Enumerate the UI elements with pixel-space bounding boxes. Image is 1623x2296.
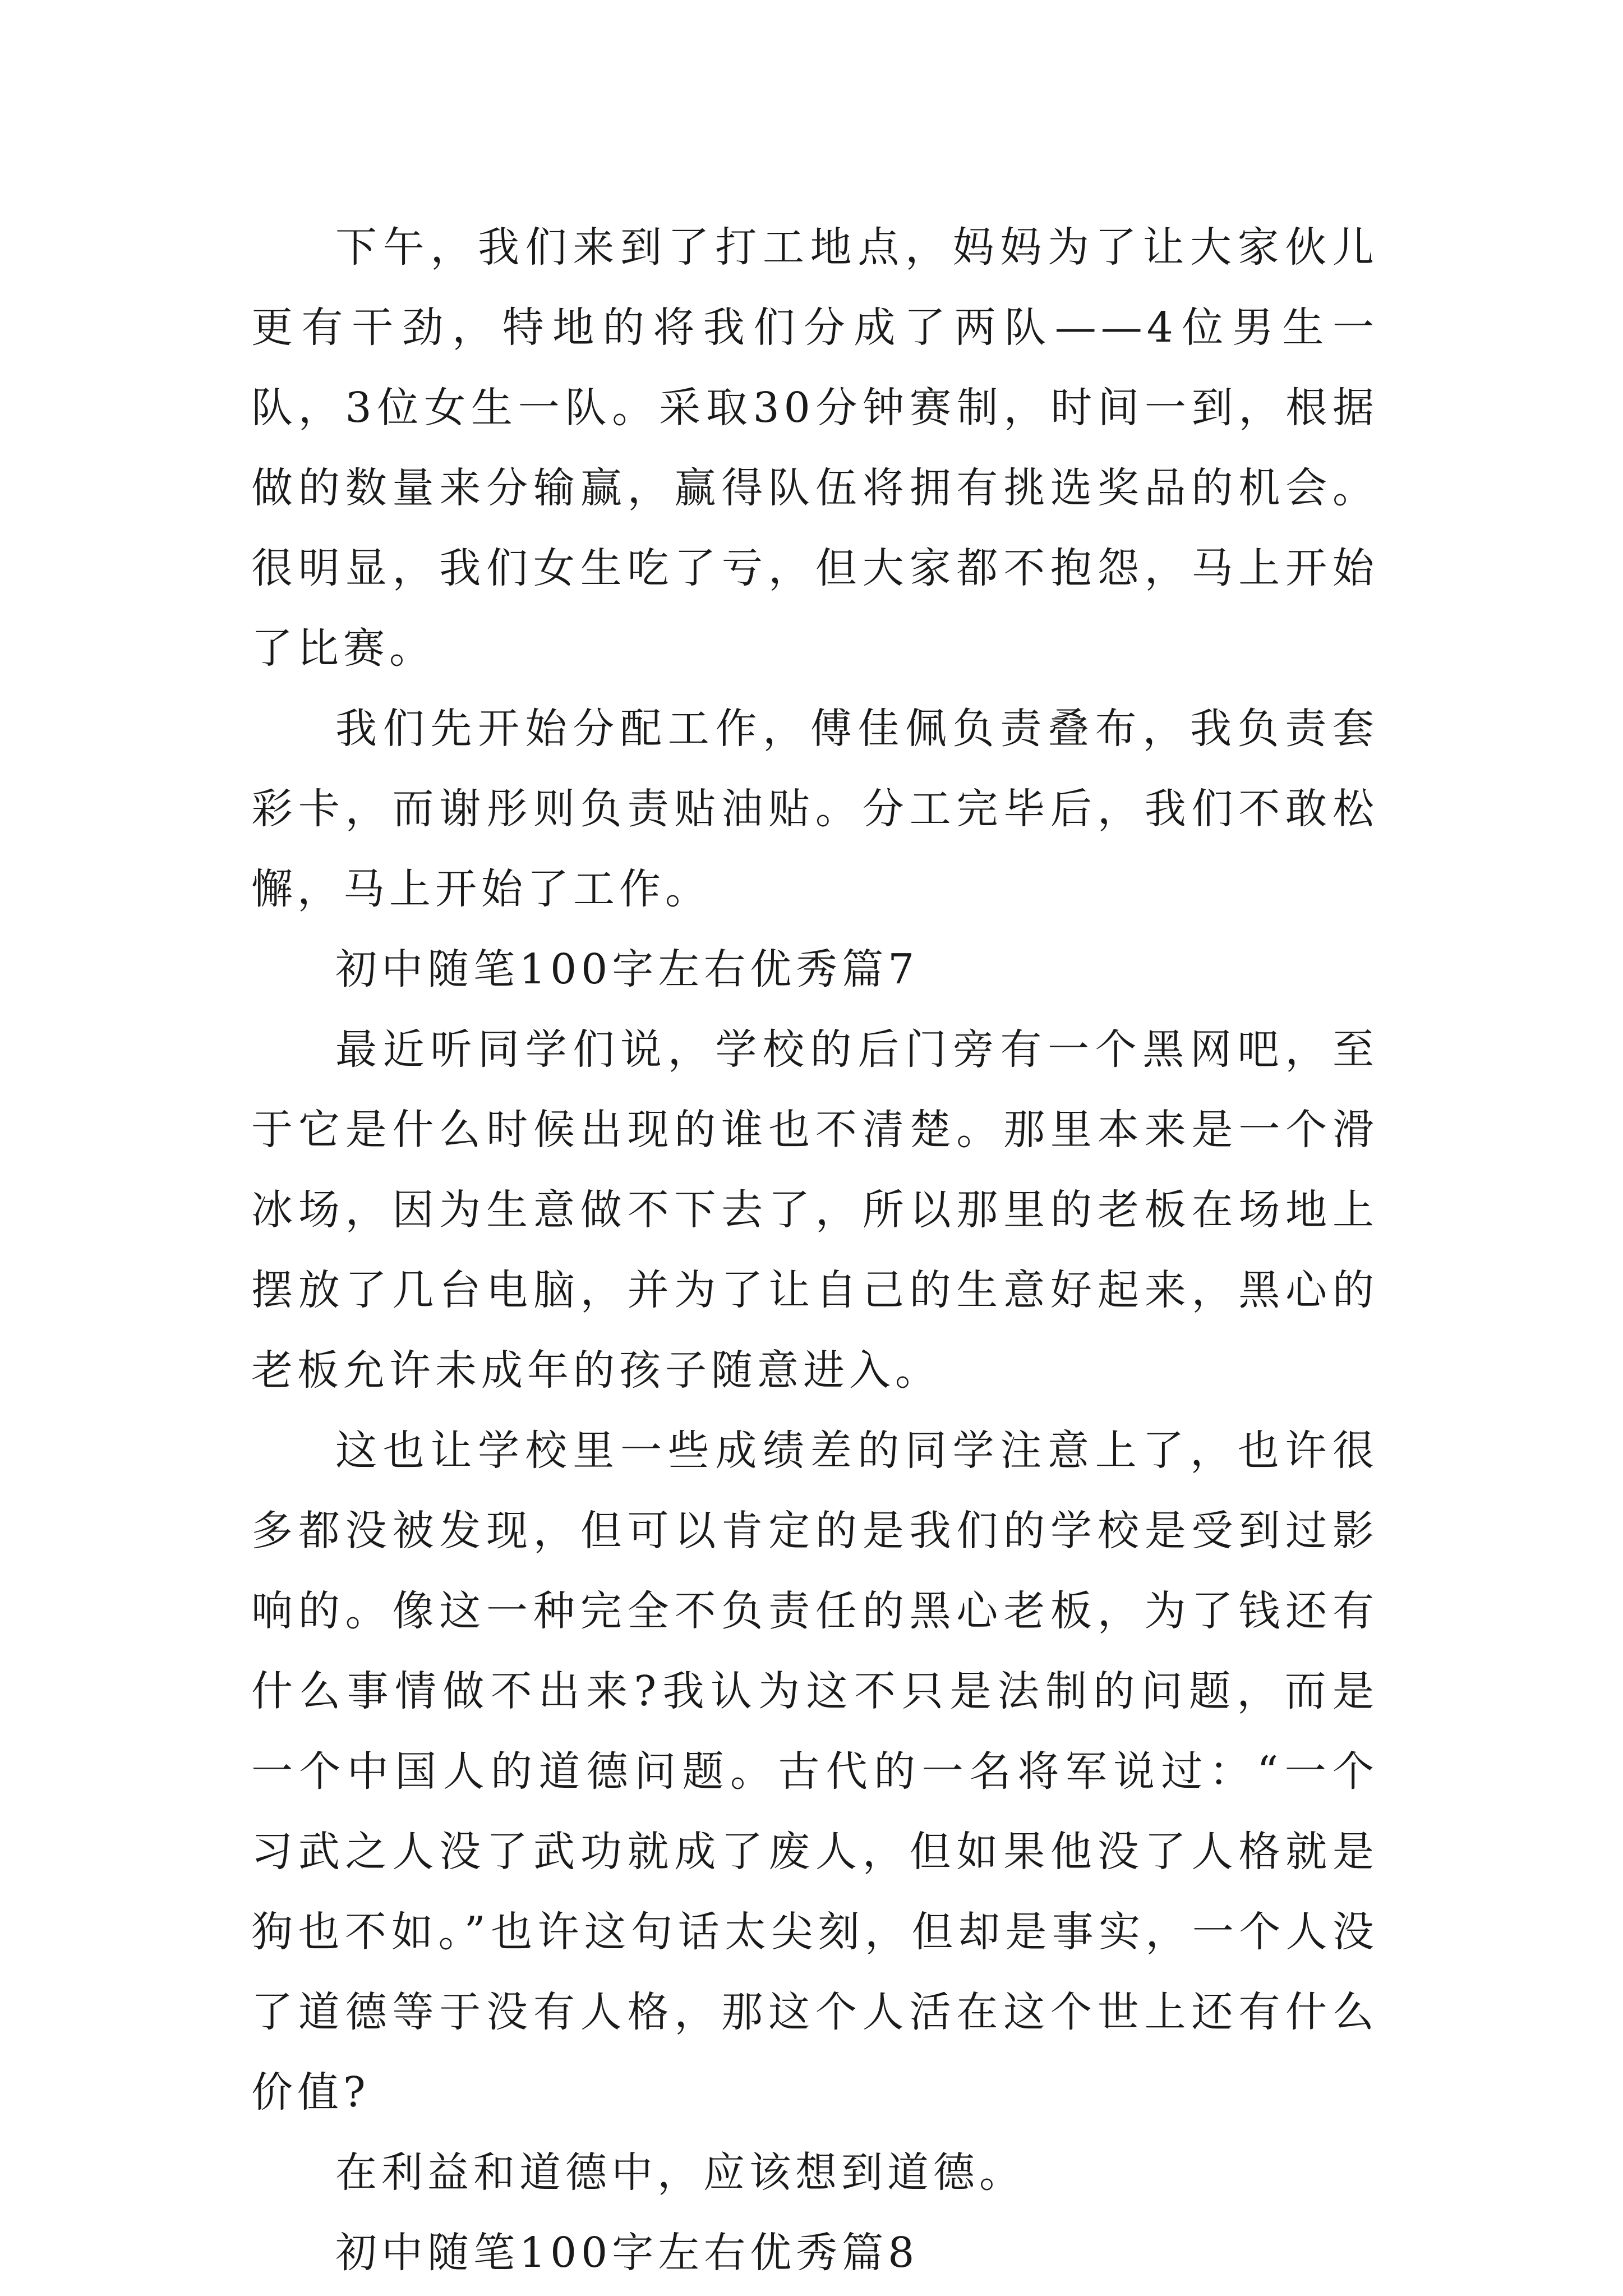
- paragraph-black-internet-cafe: 最近听同学们说，学校的后门旁有一个黑网吧，至于它是什么时候出现的谁也不清楚。那里本来是一个滑冰场，因为生意做不下去了，所以那里的老板在场地上摆放了几台电脑，并为了让自己的生意好起来，黑心的老板允许未成年的孩子随意进入。: [251, 1025, 1378, 1395]
- document-body: [251, 208, 1378, 2293]
- paragraph-part-work: 下午，我们来到了打工地点，妈妈为了让大家伙儿更有干劲，特地的将我们分成了两队——4位男生一队，3位女生一队。采取30分钟赛制，时间一到，根据做的数量来分输赢，赢得队伍将拥有挑选奖品的机会。很明显，我们女生吃了亏，但大家都不抱怨，马上开始了比赛。: [251, 223, 1378, 673]
- paragraph-conclusion: 在利益和道德中，应该想到道德。: [335, 2148, 1025, 2197]
- paragraph-task-division: 我们先开始分配工作，傅佳佩负责叠布，我负责套彩卡，而谢彤则负责贴油贴。分工完毕后，我们不敢松懈，马上开始了工作。: [251, 705, 1378, 913]
- section-heading-7: 初中随笔100字左右优秀篇7: [335, 945, 919, 993]
- section-heading-8: 初中随笔100字左右优秀篇8: [335, 2229, 919, 2277]
- paragraph-morality: 这也让学校里一些成绩差的同学注意上了，也许很多都没被发现，但可以肯定的是我们的学校是受到过影响的。像这一种完全不负责任的黑心老板，为了钱还有什么事情做不出来?我认为这不只是法制的问题，而是一个中国人的道德问题。古代的一名将军说过：“一个习武之人没了武功就成了废人，但如果他没了人格就是狗也不如。”也许这句话太尖刻，但却是事实，一个人没了道德等于没有人格，那这个人活在这个世上还有什么价值?: [251, 1427, 1378, 2116]
